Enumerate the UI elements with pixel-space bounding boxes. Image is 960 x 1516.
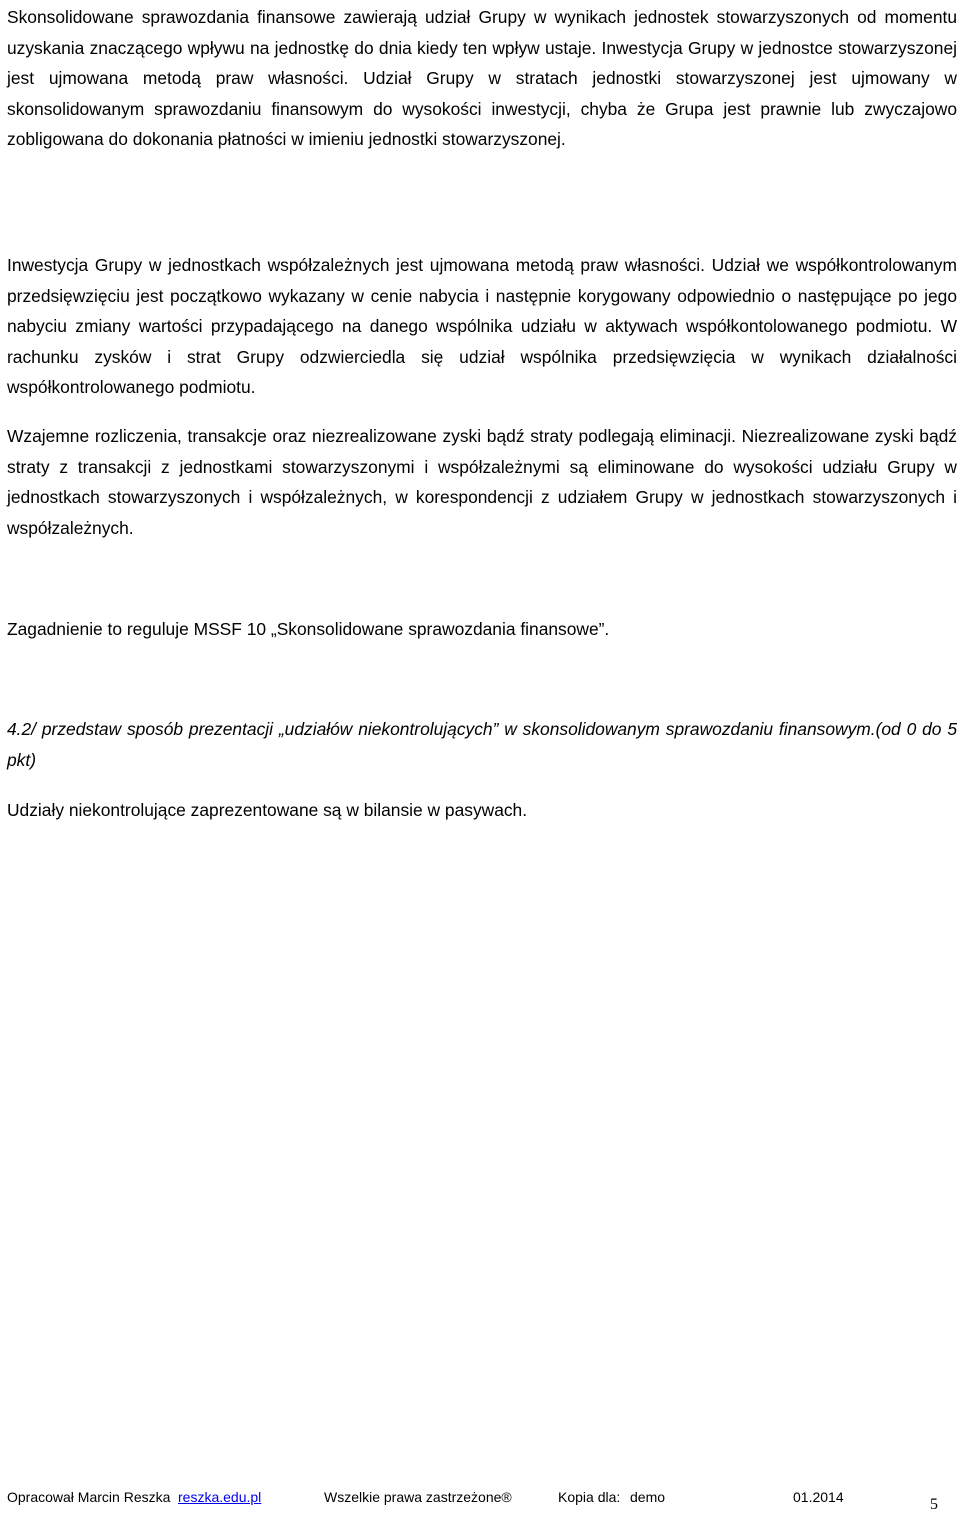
answer-4-2: Udziały niekontrolujące zaprezentowane są w bilansie w pasywach. [7, 800, 528, 820]
footer-date: 01.2014 [793, 1489, 844, 1505]
paragraph-joint-ventures: Inwestycja Grupy w jednostkach współzależnych jest ujmowana metodą praw własności. Udział we współkontrolowanym przedsięwzięciu jest początkowo wykazany w cenie nabycia i następnie korygowany odpowiednio o następujące po jego nabyciu zmiany wartości przypadającego na danego wspólnika udziału w aktywach współkontolowanego podmiotu. W rachunku zysków i strat Grupy odzwierciedla się udział wspólnika przedsięwzięcia w wynikach działalności współkontrolowanego podmiotu. [7, 255, 957, 398]
footer-copy-label: Kopia dla: [558, 1489, 621, 1505]
footer-website-link[interactable]: reszka.edu.pl [178, 1489, 262, 1505]
footer-author: Opracował Marcin Reszka [7, 1489, 171, 1505]
footer-copy-value: demo [630, 1489, 666, 1505]
paragraph-eliminations: Wzajemne rozliczenia, transakcje oraz niezrealizowane zyski bądź straty podlegają eliminacji. Niezrealizowane zyski bądź straty z transakcji z jednostkami stowarzyszonymi i współzależnymi są eliminowane do wysokości udziału Grupy w jednostkach stowarzyszonych i współzależnych, w korespondencji z udziałem Grupy w jednostkach stowarzyszonych i współzależnych. [7, 426, 957, 538]
question-4-2: 4.2/ przedstaw sposób prezentacji „udziałów niekontrolujących” w skonsolidowanym sprawozdaniu finansowym.(od 0 do 5 pkt) [7, 719, 957, 770]
page-number: 5 [930, 1496, 938, 1513]
paragraph-associates: Skonsolidowane sprawozdania finansowe zawierają udział Grupy w wynikach jednostek stowarzyszonych od momentu uzyskania znaczącego wpływu na jednostkę do dnia kiedy ten wpływ ustaje. Inwestycja Grupy w jednostce stowarzyszonej jest ujmowana metodą praw własności. Udział Grupy w stratach jednostki stowarzyszonej jest ujmowany w skonsolidowanym sprawozdaniu finansowym do wysokości inwestycji, chyba że Grupa jest prawnie lub zwyczajowo zobligowana do dokonania płatności w imieniu jednostki stowarzyszonej. [7, 7, 957, 150]
paragraph-regulation: Zagadnienie to reguluje MSSF 10 „Skonsolidowane sprawozdania finansowe”. [7, 619, 610, 639]
page-footer [7, 1486, 947, 1510]
footer-rights: Wszelkie prawa zastrzeżone® [324, 1489, 512, 1505]
